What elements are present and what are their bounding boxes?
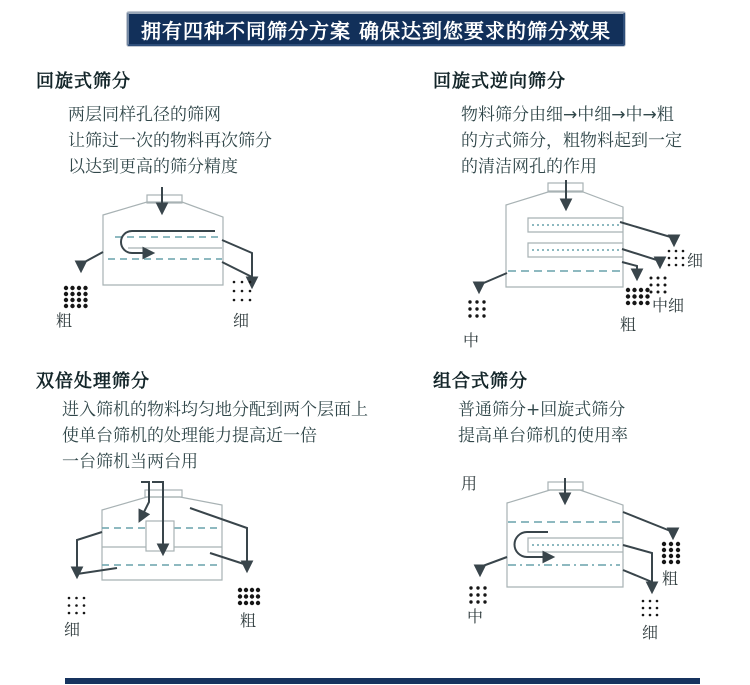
fine-label: 细 [687, 251, 704, 270]
body-line: 以达到更高的筛分精度 [68, 157, 238, 177]
fine-dots [668, 250, 685, 267]
body-line: 让筛过一次的物料再次筛分 [68, 131, 272, 151]
section-title-rotary: 回旋式筛分 [36, 71, 131, 92]
diagram-double-svg [40, 462, 340, 647]
medium-outlet-arrow [479, 273, 507, 291]
section-title-combined: 组合式筛分 [433, 371, 528, 392]
medium-outlet-arrow [480, 557, 507, 574]
section-body-rotary-reverse [461, 102, 682, 180]
diagram-combined [430, 455, 740, 655]
machine-outline [506, 192, 623, 287]
medium-label: 中 [463, 331, 480, 350]
stray-character: 用 [461, 474, 478, 493]
coarse-label: 粗 [240, 611, 257, 630]
medium-fine-dots [650, 277, 667, 294]
fine-dots [642, 600, 659, 617]
medium-dots [469, 586, 486, 603]
fine-outlet-arrow [77, 532, 102, 576]
body-line: 普通筛分+回旋式筛分 [458, 400, 626, 420]
coarse-outlet-arrow [622, 262, 637, 278]
coarse-outlet-arrow [190, 508, 247, 570]
section-body-combined [458, 397, 628, 449]
fine-label: 细 [642, 623, 659, 642]
fine-outlet-arrow [623, 545, 652, 591]
coarse-outlet-arrow [623, 512, 673, 537]
coarse-dots [662, 542, 680, 564]
diagram-rotary [40, 185, 320, 345]
medium-dots [468, 300, 485, 317]
diagram-rotary-svg [40, 185, 320, 345]
feed-arrow-upper-deck [140, 482, 149, 520]
bottom-divider-bar [65, 678, 700, 684]
fine-label: 细 [64, 620, 81, 639]
medium-label: 中 [467, 607, 484, 626]
body-line: 的方式筛分，粗物料起到一定 [461, 131, 682, 151]
fine-outlet-arrow [620, 222, 674, 244]
fine-label: 细 [233, 311, 250, 330]
fine-dots [68, 597, 86, 615]
coarse-dots [626, 288, 650, 305]
body-line: 使单台筛机的处理能力提高近一倍 [62, 426, 317, 446]
coarse-outlet-line [210, 553, 247, 565]
body-line: 提高单台筛机的使用率 [458, 426, 628, 446]
fine-outlet-line [623, 570, 652, 582]
distributor-box [146, 521, 174, 551]
diagram-double [40, 462, 340, 647]
section-body-rotary [68, 102, 272, 180]
body-line: 的清洁网孔的作用 [461, 157, 597, 177]
fine-dots [233, 281, 252, 302]
coarse-label: 粗 [662, 569, 679, 588]
body-line: 一台筛机当两台用 [62, 452, 198, 472]
coarse-label: 粗 [56, 311, 73, 330]
coarse-dots [238, 588, 260, 605]
section-title-rotary-reverse: 回旋式逆向筛分 [433, 71, 566, 92]
section-title-double: 双倍处理筛分 [36, 371, 150, 392]
fine-outlet-arrow [222, 240, 252, 286]
body-line: 物料筛分由细→中细→中→粗 [461, 105, 674, 125]
body-line: 进入筛机的物料均匀地分配到两个层面上 [62, 400, 368, 420]
body-line: 两层同样孔径的筛网 [68, 105, 221, 125]
coarse-label: 粗 [620, 315, 637, 334]
page-title: 拥有四种不同筛分方案 确保达到您要求的筛分效果 [127, 12, 625, 46]
fine-outlet-line [77, 568, 117, 574]
diagram-rotary-reverse [430, 180, 740, 350]
medium-fine-label: 中细 [652, 296, 685, 315]
fine-outlet-line [222, 262, 252, 277]
u-turn-flow-arrow [121, 231, 215, 253]
coarse-outlet-arrow [81, 252, 103, 270]
coarse-dots [64, 286, 88, 308]
